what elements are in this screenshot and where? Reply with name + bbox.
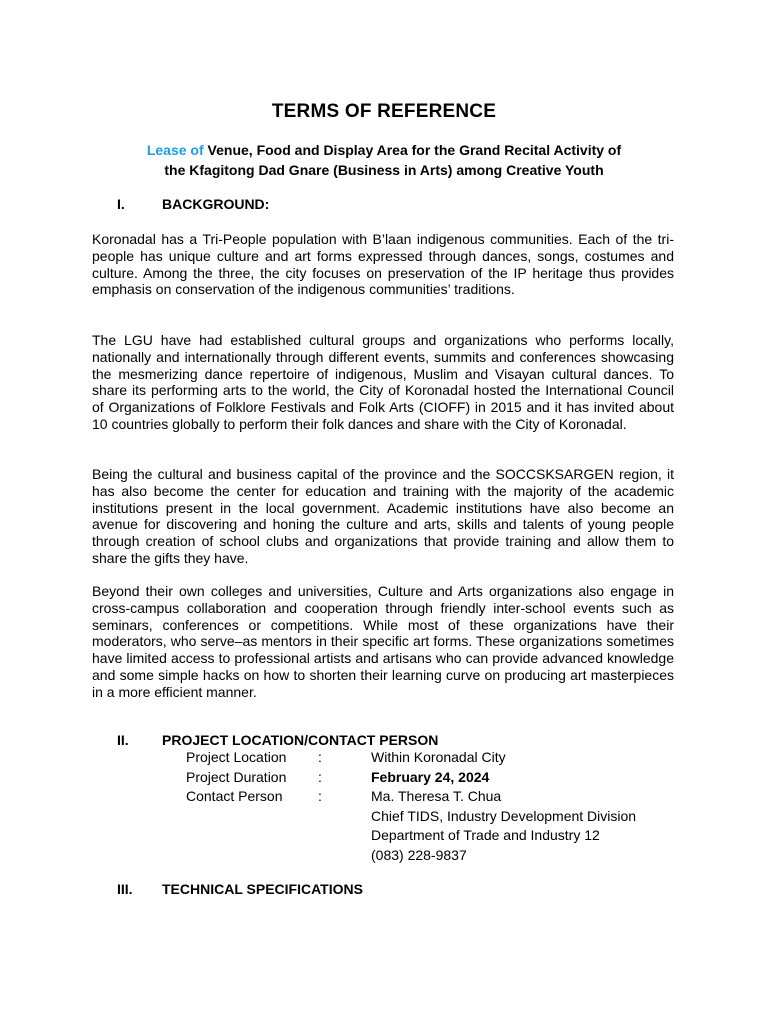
subtitle-line-1-text: Venue, Food and Display Area for the Grand Recital Activity of — [203, 142, 622, 158]
section-number: III. — [117, 881, 133, 897]
detail-colon: : — [318, 749, 322, 765]
detail-row-contact — [186, 787, 701, 807]
paragraph-background-3: Being the cultural and business capital of the province and the SOCCSKSARGEN region, it has also become the center for education and training with the majority of the academic institutions present in the local government. Academic institutions have also become an avenue for discovering and honing the culture and arts, skills and talents of young people through creation of school clubs and organizations that provide training and allow them to share the gifts they have. — [92, 466, 674, 566]
detail-value: Ma. Theresa T. Chua — [371, 788, 502, 804]
detail-label — [186, 826, 318, 846]
section-heading-project — [117, 732, 438, 748]
detail-row-location — [186, 748, 701, 768]
detail-row-phone — [186, 846, 701, 866]
detail-colon: : — [318, 768, 322, 785]
section-heading-technical — [117, 881, 363, 897]
detail-row-position — [186, 807, 701, 827]
detail-value: Chief TIDS, Industry Development Division — [371, 807, 637, 824]
detail-label — [186, 807, 318, 827]
section-number: II. — [117, 732, 129, 748]
detail-value: (083) 228-9837 — [371, 846, 467, 863]
document-subtitle — [0, 140, 768, 180]
detail-colon — [318, 846, 371, 866]
detail-label: Contact Person — [186, 788, 283, 804]
detail-colon — [318, 807, 371, 827]
detail-colon: : — [318, 788, 322, 804]
detail-row-duration — [186, 768, 701, 788]
section-title: BACKGROUND: — [162, 196, 270, 212]
paragraph-background-2: The LGU have had established cultural groups and organizations who performs locally, nationally and internationally through different events, summits and conferences showcasing the mesmerizing dance repertoire of indigenous, Muslim and Visayan cultural dances. To share its performing arts to the world, the City of Koronadal hosted the International Council of Organizations of Folklore Festivals and Folk Arts (CIOFF) in 2015 and it has invited about 10 countries globally to perform their folk dances and share with the City of Koronadal. — [92, 332, 674, 432]
subtitle-accent-text: Lease of — [146, 142, 204, 158]
section-title: TECHNICAL SPECIFICATIONS — [162, 881, 363, 897]
subtitle-line-2: the Kfagitong Dad Gnare (Business in Arts) among Creative Youth — [164, 162, 604, 178]
detail-label — [186, 846, 318, 866]
section-title: PROJECT LOCATION/CONTACT PERSON — [162, 732, 439, 748]
project-details — [186, 748, 701, 865]
section-heading-background — [117, 196, 269, 212]
section-number: I. — [117, 196, 125, 212]
document-title: TERMS OF REFERENCE — [271, 101, 497, 122]
detail-colon — [318, 826, 371, 846]
paragraph-background-4: Beyond their own colleges and universities, Culture and Arts organizations also engage in cross-campus collaboration and cooperation through friendly inter-school events such as seminars, conferences or competitions. While most of these organizations have their moderators, who serve–as mentors in their specific art forms. These organizations sometimes have limited access to professional artists and artisans who can provide advanced knowledge and some simple hacks on how to shorten their learning curve on producing art masterpieces in a more efficient manner. — [92, 583, 674, 700]
detail-label: Project Location — [186, 749, 287, 765]
detail-label: Project Duration — [186, 768, 287, 785]
detail-value: February 24, 2024 — [371, 768, 490, 785]
detail-row-office — [186, 826, 701, 846]
detail-value: Within Koronadal City — [371, 749, 506, 765]
paragraph-background-1: Koronadal has a Tri-People population with B’laan indigenous communities. Each of the tri-people has unique culture and art forms expressed through dances, songs, costumes and culture. Among the three, the city focuses on preservation of the IP heritage thus provides emphasis on conservation of the indigenous communities’ traditions. — [92, 231, 674, 298]
detail-value: Department of Trade and Industry 12 — [371, 827, 600, 843]
subtitle-line-1 — [0, 140, 768, 160]
